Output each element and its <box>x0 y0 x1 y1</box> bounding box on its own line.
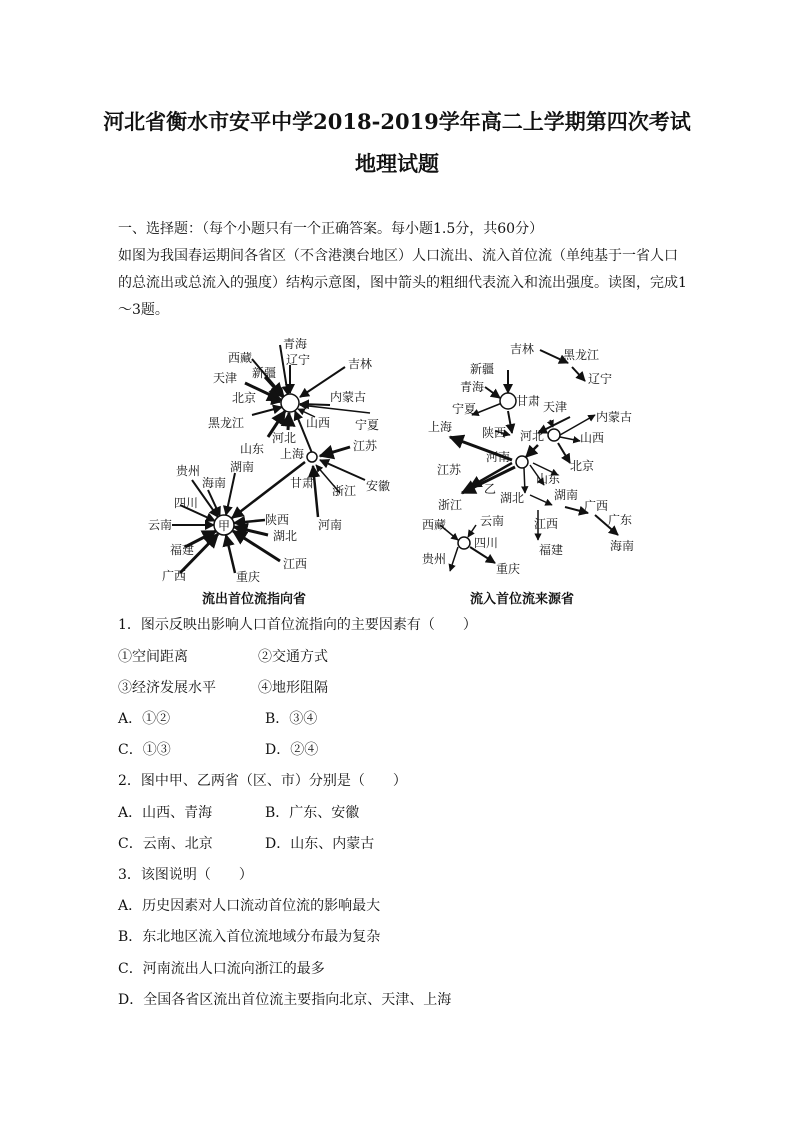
hub-node <box>281 394 299 412</box>
label: 天津 <box>543 400 568 414</box>
label: 云南 <box>480 514 505 528</box>
label: 福建 <box>539 543 564 557</box>
label: 新疆 <box>252 366 277 380</box>
label: 黑龙江 <box>563 348 600 362</box>
label: 西藏 <box>422 518 447 532</box>
arrow <box>472 403 502 415</box>
label: 河北 <box>272 431 297 445</box>
hub-node <box>516 456 528 468</box>
label: 上海 <box>428 420 453 434</box>
label: 新疆 <box>470 362 495 376</box>
arrow <box>572 367 585 381</box>
label: 福建 <box>170 543 195 557</box>
label: 西藏 <box>228 351 253 365</box>
question-1-stem: 1．图示反映出影响人口首位流指向的主要因素有（ ） <box>118 617 477 633</box>
arrow <box>485 387 500 398</box>
label: 黑龙江 <box>208 416 245 430</box>
arrow <box>234 520 265 523</box>
option[interactable]: B．③④ <box>265 711 318 727</box>
label: 湖北 <box>500 491 525 505</box>
option[interactable]: C．河南流出人口流向浙江的最多 <box>118 961 325 977</box>
label: 湖北 <box>273 529 298 543</box>
label: 广东 <box>608 513 633 527</box>
label: 湖南 <box>554 488 579 502</box>
label: 贵州 <box>422 552 447 566</box>
label: 四川 <box>474 536 499 550</box>
label: 河南 <box>486 450 511 464</box>
left-labels <box>148 336 390 607</box>
label: 河北 <box>520 429 545 443</box>
label: 内蒙古 <box>596 410 633 424</box>
label: 江苏 <box>353 439 378 453</box>
arrow <box>226 535 235 573</box>
label: 吉林 <box>510 342 535 356</box>
label: 山西 <box>580 431 605 445</box>
option[interactable]: C．①③ <box>118 742 171 758</box>
arrow <box>508 411 512 433</box>
label: 青海 <box>460 380 485 394</box>
label: 陕西 <box>482 426 507 440</box>
label: 海南 <box>610 539 635 553</box>
arrow <box>450 547 458 571</box>
label: 甘肃 <box>516 394 541 408</box>
label: 山东 <box>536 472 561 486</box>
label: 上海 <box>280 447 305 461</box>
label: 河南 <box>318 518 343 532</box>
label: 四川 <box>174 496 199 510</box>
question-2-stem: 2．图中甲、乙两省（区、市）分别是（ ） <box>118 773 407 789</box>
label: 辽宁 <box>588 372 613 386</box>
label: 山东 <box>240 442 265 456</box>
arrow <box>252 407 282 415</box>
label: 安徽 <box>366 479 391 493</box>
intro-paragraph: 如图为我国春运期间各省区（不含港澳台地区）人口流出、流入首位流（单纯基于一省人口的总流出或总流入的强度）结构示意图，图中箭头的粗细代表流入和流出强度。读图，完成1～3题。 <box>118 248 687 318</box>
page-title: 河北省衡水市安平中学2018-2019学年高二上学期第四次考试 <box>103 109 691 134</box>
option[interactable]: A．历史因素对人口流动首位流的影响最大 <box>118 898 381 914</box>
label: 北京 <box>570 459 595 473</box>
label: 重庆 <box>236 570 261 584</box>
label: 宁夏 <box>355 418 380 432</box>
page-subtitle: 地理试题 <box>355 151 439 176</box>
label: 广西 <box>584 499 609 513</box>
label: 浙江 <box>332 484 357 498</box>
label: 宁夏 <box>452 402 477 416</box>
option[interactable]: D．山东、内蒙古 <box>265 836 375 852</box>
left-caption: 流出首位流指向省 <box>202 592 307 607</box>
label: 吉林 <box>348 357 373 371</box>
label: 海南 <box>202 476 227 490</box>
option[interactable]: C．云南、北京 <box>118 836 213 852</box>
label: 湖南 <box>230 460 255 474</box>
arrow <box>524 468 525 493</box>
option[interactable]: A．①② <box>118 711 171 727</box>
label: 乙 <box>484 482 497 496</box>
arrow <box>226 473 235 515</box>
section-header: 一、选择题：（每个小题只有一个正确答案。每小题1.5分，共60分） <box>118 221 544 237</box>
flow-figure <box>140 335 660 610</box>
arrow <box>320 447 350 456</box>
label: 陕西 <box>265 513 290 527</box>
right-caption: 流入首位流来源省 <box>470 592 575 607</box>
label: 贵州 <box>176 464 201 478</box>
option[interactable]: A．山西、青海 <box>118 805 213 821</box>
right-labels <box>422 341 634 607</box>
arrow <box>300 405 370 413</box>
question-3-stem: 3．该图说明（ ） <box>118 867 253 883</box>
hub-node <box>458 537 470 549</box>
option[interactable]: B．东北地区流入首位流地域分布最为复杂 <box>118 929 381 945</box>
label: 江西 <box>534 517 559 531</box>
option[interactable]: D．②④ <box>265 742 319 758</box>
label: 山西 <box>306 416 331 430</box>
label: 青海 <box>283 337 308 351</box>
label: 北京 <box>232 391 257 405</box>
hub-label: 甲 <box>218 519 231 533</box>
hub-node <box>500 393 516 409</box>
statement: ④地形阻隔 <box>258 680 328 696</box>
hub-node <box>548 429 560 441</box>
label: 内蒙古 <box>330 390 367 404</box>
option[interactable]: B．广东、安徽 <box>265 805 360 821</box>
label: 云南 <box>148 518 173 532</box>
hub-node <box>307 452 317 462</box>
option[interactable]: D．全国各省区流出首位流主要指向北京、天津、上海 <box>118 992 452 1008</box>
label: 江西 <box>283 557 308 571</box>
arrow <box>526 445 538 457</box>
label: 重庆 <box>496 562 521 576</box>
arrow <box>313 466 318 517</box>
arrow <box>530 495 552 505</box>
label: 甘肃 <box>290 476 315 490</box>
label: 辽宁 <box>286 353 311 367</box>
label: 江苏 <box>437 463 462 477</box>
label: 广西 <box>162 569 187 583</box>
statement: ①空间距离 <box>118 649 188 665</box>
arrow <box>560 437 580 441</box>
arrow <box>558 443 570 463</box>
label: 浙江 <box>438 498 463 512</box>
arrow <box>288 413 289 430</box>
label: 天津 <box>213 371 238 385</box>
statement: ②交通方式 <box>258 649 328 665</box>
statement: ③经济发展水平 <box>118 680 216 696</box>
